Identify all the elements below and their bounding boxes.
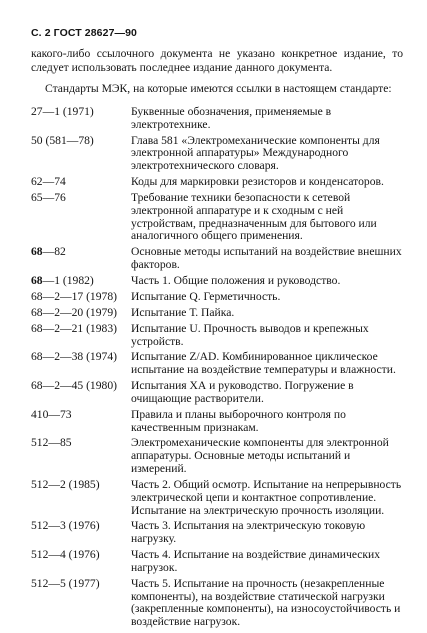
standard-code-bold: 68 (31, 274, 43, 288)
standard-code-text: 68—2—38 (1974) (31, 350, 117, 364)
standard-row (31, 275, 403, 288)
standard-code (31, 479, 131, 517)
standard-description: Часть 4. Испытание на воздействие динамических нагрузок. (131, 548, 381, 574)
intro-paragraph-2: Стандарты МЭК, на которые имеются ссылки в настоящем стандарте: (45, 82, 392, 96)
standard-code-text: 68—2—20 (1979) (31, 305, 117, 319)
standard-row (31, 291, 403, 304)
standard-code-text: 27—1 (1971) (31, 105, 94, 118)
standard-code (31, 520, 131, 546)
standard-row (31, 351, 403, 377)
standard-code (31, 549, 131, 575)
standard-code-bold: 68 (31, 245, 43, 259)
standard-row (31, 520, 403, 546)
intro-block (31, 47, 403, 97)
standard-code-text: 512—2 (1985) (31, 477, 100, 491)
standard-code-text: 512—5 (1977) (31, 576, 100, 590)
standard-description: Испытание Т. Пайка. (131, 305, 235, 319)
standard-code-text: 50 (581—78) (31, 133, 94, 147)
standard-description: Испытание U. Прочность выводов и крепежных устройств. (131, 321, 369, 348)
standard-code (31, 307, 131, 320)
standard-description: Требование техники безопасности к сетевой электронной аппаратуре и к сходным с ней устройствам, предназначенным для бытового или аналогичного общего применения. (131, 191, 377, 243)
standard-code (31, 380, 131, 406)
standard-description: Глава 581 «Электромеханические компоненты для электронной аппаратуры» Международного электротехнического словаря. (131, 133, 380, 173)
standard-description: Коды для маркировки резисторов и конденсаторов. (131, 175, 384, 189)
standard-code (31, 578, 131, 629)
standard-description: Часть 2. Общий осмотр. Испытание на непрерывность электрической цепи и контактное сопротивление. Испытание на электрическую прочность изоляции. (131, 477, 402, 517)
standard-row (31, 437, 403, 475)
standard-code-text: 62—74 (31, 175, 66, 189)
standard-code (31, 351, 131, 377)
standard-code-text: 512—3 (1976) (31, 519, 100, 533)
standard-row (31, 380, 403, 406)
standard-description: Правила и планы выборочного контроля по качественным признакам. (131, 407, 346, 434)
standard-row (31, 307, 403, 320)
standard-row (31, 549, 403, 575)
standard-code-text: 512—4 (1976) (31, 548, 100, 562)
standard-code (31, 275, 131, 288)
standard-code (31, 291, 131, 304)
standard-code-text: 65—76 (31, 191, 66, 205)
standard-code (31, 176, 131, 189)
standard-code-text: —82 (42, 245, 66, 259)
standard-code-text: 68—2—45 (1980) (31, 379, 117, 393)
standard-code (31, 135, 131, 173)
standard-code-text: —1 (1982) (42, 274, 94, 288)
standard-description: Часть 1. Общие положения и руководство. (131, 274, 341, 288)
standard-row (31, 409, 403, 435)
standard-row (31, 246, 403, 272)
standard-code-text: 512—85 (31, 436, 72, 450)
standard-description: Электромеханические компоненты для электронной аппаратуры. Основные методы испытаний и измерений. (131, 436, 389, 476)
standard-description: Испытание Z/AD. Комбинированное циклическое испытание на воздействие температуры и влажности. (131, 350, 396, 377)
standard-code (31, 192, 131, 243)
page-header: С. 2 ГОСТ 28627—90 (31, 27, 137, 39)
standard-code (31, 106, 131, 132)
standard-row (31, 192, 403, 243)
standard-row (31, 323, 403, 349)
standard-code (31, 437, 131, 475)
standard-description: Часть 5. Испытание на прочность (незакрепленные компоненты), на воздействие статической нагрузки (закрепленные компоненты), на износоустойчивость и воздействие нагрузок. (131, 576, 401, 629)
standards-list (31, 106, 403, 632)
standard-description: Основные методы испытаний на воздействие внешних факторов. (131, 245, 402, 272)
standard-code (31, 246, 131, 272)
standard-code (31, 323, 131, 349)
standard-row (31, 479, 403, 517)
standard-description: Часть 3. Испытания на электрическую токовую нагрузку. (131, 519, 366, 546)
intro-paragraph-1: какого-либо ссылочного документа не указано конкретное издание, то следует использовать последнее издание данного документа. (31, 47, 403, 75)
standard-row (31, 106, 403, 132)
standard-code-text: 68—2—21 (1983) (31, 321, 117, 335)
standard-code (31, 409, 131, 435)
standard-row (31, 176, 403, 189)
standard-description: Испытание Q. Герметичность. (131, 289, 281, 303)
standard-row (31, 135, 403, 173)
standard-description: Буквенные обозначения, применяемые в электротехнике. (131, 105, 332, 131)
standard-code-text: 68—2—17 (1978) (31, 289, 117, 303)
standard-code-text: 410—73 (31, 407, 72, 421)
standard-description: Испытания ХА и руководство. Погружение в очищающие растворители. (131, 379, 354, 405)
standard-row (31, 578, 403, 629)
